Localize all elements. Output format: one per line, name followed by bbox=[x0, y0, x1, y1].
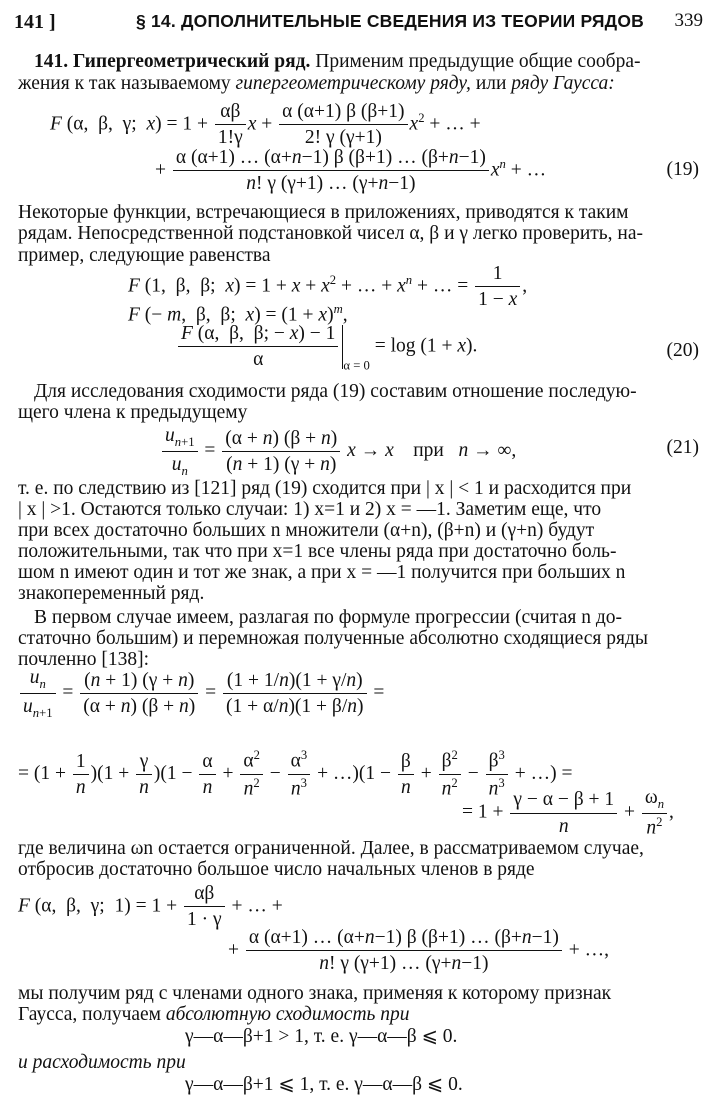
paragraph-2-line-1: Для исследования сходимости ряда (19) составим отношение последую- bbox=[34, 381, 637, 402]
formula-19-line-1: F (α, β, γ; x) = 1 + $\frac{\alpha\beta}{1!\gamma}$ x + $\frac{\alpha (\alpha+1) \beta (\beta+1)}{2! \gamma (\gamma+1)}$ $x^2$ + … + bbox=[50, 101, 481, 149]
section-number: 141. bbox=[34, 51, 69, 72]
paragraph-5-line-1: где величина ωn остается ограниченной. Далее, в рассматриваемом случае, bbox=[18, 838, 644, 859]
absolute-convergence-term: абсолютную сходимость при bbox=[165, 1004, 410, 1025]
formula-20-line-3: $\frac{F (\alpha, \beta, \beta; - x) - 1}{\alpha}$ $_{\alpha = 0}$ = log (1 + x). bbox=[176, 322, 477, 374]
formula-21: $\frac{u_{n+1}}{u_n}$ = $\frac{(\alpha + n) (\beta + n)}{(n + 1) (\gamma + n)}$ x → x при n → ∞, bbox=[160, 424, 516, 479]
paragraph-3-line-5: шом n имеют один и тот же знак, а при x = —1 получится при больших n bbox=[18, 562, 626, 583]
paragraph-6-line-2 bbox=[18, 1003, 410, 1026]
intro-term-2: ряду Гаусса: bbox=[511, 73, 615, 94]
condition-divergence: γ—α—β+1 ⩽ 1, т. е. γ—α—β ⩽ 0. bbox=[185, 1074, 463, 1095]
formula-20-line-1: F (1, β, β; $x) = 1 + x + x^2$ + … + $x^n$ + … = $\frac{1}{1 - x}$ , bbox=[128, 263, 528, 311]
intro-line-2 bbox=[18, 72, 615, 95]
paragraph-3-line-6: знакопеременный ряд. bbox=[18, 583, 205, 604]
section-marker: 141 ] bbox=[14, 11, 56, 33]
ratio-formula-line-2: = (1 + $\frac{1}{n}$ )(1 + $\frac{\gamma}{n}$ )(1 − $\frac{\alpha}{n}$ + $\frac{\alpha^2}{n^2}$ − $\frac{\alpha^3}{n^3}$ + …)(1 − $\frac{\beta}{n}$ + $\frac{\beta^2}{n^2}$ − $\frac{\beta^3}{n^3}$ + …) = bbox=[18, 748, 573, 800]
section-heading: Гипергеометрический ряд. bbox=[73, 51, 311, 72]
intro-text-1: Применим предыдущие общие сообра- bbox=[315, 51, 641, 72]
equation-number-19: (19) bbox=[666, 159, 699, 180]
condition-convergence: γ—α—β+1 > 1, т. е. γ—α—β ⩽ 0. bbox=[185, 1026, 458, 1047]
ratio-formula-line-3: = 1 + $\frac{\gamma - \alpha - \beta + 1}{n}$ + $\frac{\omega_n}{n^2}$ , bbox=[462, 787, 674, 839]
intro-text-2: жения к так называемому bbox=[18, 73, 231, 94]
intro-term-1: гипергеометрическому ряду, bbox=[235, 73, 471, 94]
series-formula-line-2: + $\frac{\alpha (\alpha+1) \dots (\alpha+n-1) \beta (\beta+1) \dots (\beta+n-1)}{n! \gamma (\gamma+1) \dots (\gamma+n-1)}$ + …, bbox=[228, 927, 609, 975]
divergence-term: и расходимость при bbox=[18, 1052, 186, 1073]
paragraph-3-line-4: положительными, так что при x=1 все члены ряда при достаточно боль- bbox=[18, 541, 617, 562]
paragraph-4-line-2: статочно большим) и перемножая полученные абсолютно сходящиеся ряды bbox=[18, 628, 648, 649]
section-heading-line bbox=[34, 50, 641, 73]
running-header bbox=[14, 10, 703, 38]
paragraph-1-line-3: пример, следующие равенства bbox=[18, 245, 271, 266]
paragraph-4-line-1: В первом случае имеем, разлагая по формуле прогрессии (считая n до- bbox=[34, 607, 623, 628]
formula-20-line-2: F (− m, β, β; $x) = (1 + x)^m$, bbox=[128, 302, 348, 326]
paragraph-6-text: Гаусса, получаем bbox=[18, 1004, 162, 1025]
paragraph-3-line-1: т. е. по следствию из [121] ряд (19) сходится при | x | < 1 и расходится при bbox=[18, 478, 632, 499]
paragraph-1-line-2: рядам. Непосредственной подстановкой чисел α, β и γ легко проверить, на- bbox=[18, 223, 643, 244]
series-formula-line-1: F (α, β, γ; 1) = 1 + $\frac{\alpha\beta}{1 \cdot \gamma}$ + … + bbox=[18, 883, 283, 931]
formula-19-line-2: + $\frac{\alpha (\alpha+1) \dots (\alpha+n-1) \beta (\beta+1) \dots (\beta+n-1)}{n! \gamma (\gamma+1) \dots (\gamma+n-1)}$ $x^n$ + … bbox=[155, 147, 547, 195]
paragraph-3-line-3: при всех достаточно больших n множители (α+n), (β+n) и (γ+n) будут bbox=[18, 520, 595, 541]
equation-number-20: (20) bbox=[666, 340, 699, 361]
paragraph-1-line-1: Некоторые функции, встречающиеся в приложениях, приводятся к таким bbox=[18, 202, 629, 223]
paragraph-2-line-2: щего члена к предыдущему bbox=[18, 402, 248, 423]
equation-number-21: (21) bbox=[666, 437, 699, 458]
intro-or: или bbox=[475, 73, 507, 94]
paragraph-6-line-1: мы получим ряд с членами одного знака, применяя к которому признак bbox=[18, 983, 612, 1004]
chapter-title: § 14. ДОПОЛНИТЕЛЬНЫЕ СВЕДЕНИЯ ИЗ ТЕОРИИ РЯДОВ bbox=[136, 11, 644, 31]
paragraph-4-line-3: почленно [138]: bbox=[18, 649, 150, 670]
ratio-formula-line-1: $\frac{u_n}{u_{n+1}}$ = $\frac{(n + 1) (\gamma + n)}{(\alpha + n) (\beta + n)}$ = $\frac{(1 + 1/n)(1 + \gamma/n)}{(1 + \alpha/n)(1 + \beta/n)}$ = bbox=[18, 666, 384, 721]
paragraph-3-line-2: | x | >1. Остаются только случаи: 1) x=1 и 2) x = —1. Заметим еще, что bbox=[18, 499, 602, 520]
page-number: 339 bbox=[674, 10, 703, 31]
paragraph-5-line-2: отбросив достаточно большое число начальных членов в ряде bbox=[18, 859, 535, 880]
